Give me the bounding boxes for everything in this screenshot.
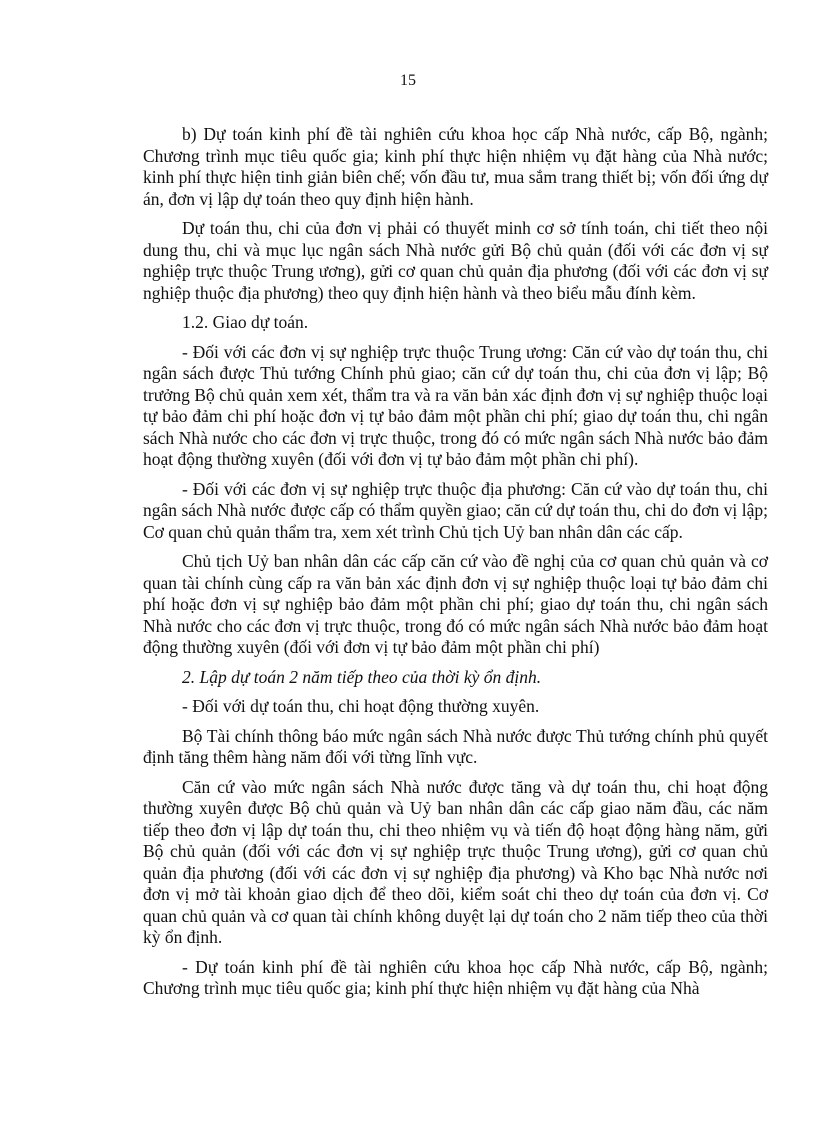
paragraph-regular-operations: - Đối với dự toán thu, chi hoạt động thường xuyên. [182, 696, 540, 716]
paragraph-budget-increase-basis: Căn cứ vào mức ngân sách Nhà nước được tăng và dự toán thu, chi hoạt động thường xuyên được Bộ chủ quản và Uỷ ban nhân dân các cấp giao năm đầu, các năm tiếp theo đơn vị lập dự toán thu, chi theo nhiệm vụ và tiến độ hoạt động hàng năm, gửi Bộ chủ quản (đối với các đơn vị sự nghiệp trực thuộc Trung ương), gửi cơ quan chủ quản địa phương (đối với các đơn vị sự nghiệp địa phương) và Kho bạc Nhà nước nơi đơn vị mở tài khoản giao dịch để theo dõi, kiểm soát chi theo dự toán của đơn vị. Cơ quan chủ quản và cơ quan tài chính không duyệt lại dự toán cho 2 năm tiếp theo của thời kỳ ổn định. [143, 776, 768, 947]
paragraph-central-units: - Đối với các đơn vị sự nghiệp trực thuộc Trung ương: Căn cứ vào dự toán thu, chi ngân sách được Thủ tướng Chính phủ giao; căn cứ dự toán thu, chi của đơn vị lập; Bộ trưởng Bộ chủ quản xem xét, thẩm tra và ra văn bản xác định đơn vị sự nghiệp thuộc loại tự bảo đảm chi phí hoặc đơn vị tự bảo đảm một phần chi phí; giao dự toán thu, chi ngân sách Nhà nước cho các đơn vị trực thuộc, trong đó có mức ngân sách Nhà nước bảo đảm hoạt động thường xuyên (đối với đơn vị tự bảo đảm một phần chi phí). [143, 341, 768, 469]
section-heading-two-year-estimate: 2. Lập dự toán 2 năm tiếp theo của thời kỳ ổn định. [182, 666, 542, 687]
paragraph-research-budget-continued: - Dự toán kinh phí đề tài nghiên cứu khoa học cấp Nhà nước, cấp Bộ, ngành; Chương trình mục tiêu quốc gia; kinh phí thực hiện nhiệm vụ đặt hàng của Nhà [143, 956, 768, 998]
paragraph-local-units: - Đối với các đơn vị sự nghiệp trực thuộc địa phương: Căn cứ vào dự toán thu, chi ngân sách Nhà nước được cấp có thẩm quyền giao; căn cứ dự toán thu, chi do đơn vị lập; Cơ quan chủ quản thẩm tra, xem xét trình Chủ tịch Uỷ ban nhân dân các cấp. [143, 478, 768, 542]
paragraph-peoples-committee-chairman: Chủ tịch Uỷ ban nhân dân các cấp căn cứ vào đề nghị của cơ quan chủ quản và cơ quan tài chính cùng cấp ra văn bản xác định đơn vị sự nghiệp thuộc loại tự bảo đảm chi phí hoặc đơn vị sự nghiệp bảo đảm một phần chi phí; giao dự toán thu, chi ngân sách Nhà nước cho các đơn vị trực thuộc, trong đó có mức ngân sách Nhà nước bảo đảm hoạt động thường xuyên (đối với đơn vị tự bảo đảm một phần chi phí) [143, 551, 768, 657]
section-heading-assign-estimate: 1.2. Giao dự toán. [182, 312, 309, 332]
paragraph-ministry-of-finance-notice: Bộ Tài chính thông báo mức ngân sách Nhà nước được Thủ tướng chính phủ quyết định tăng thêm hàng năm đối với từng lĩnh vực. [143, 725, 768, 767]
paragraph-revenue-expenditure-explanation: Dự toán thu, chi của đơn vị phải có thuyết minh cơ sở tính toán, chi tiết theo nội dung thu, chi và mục lục ngân sách Nhà nước gửi Bộ chủ quản (đối với các đơn vị sự nghiệp trực thuộc Trung ương), gửi cơ quan chủ quản địa phương (đối với các đơn vị sự nghiệp thuộc địa phương) theo quy định hiện hành và theo biểu mẫu đính kèm. [143, 218, 768, 303]
page-number: 15 [400, 72, 416, 89]
document-body [143, 124, 768, 1008]
paragraph-budget-estimate-research: b) Dự toán kinh phí đề tài nghiên cứu khoa học cấp Nhà nước, cấp Bộ, ngành; Chương trình mục tiêu quốc gia; kinh phí thực hiện nhiệm vụ đặt hàng của Nhà nước; kinh phí thực hiện tinh giản biên chế; vốn đầu tư, mua sắm trang thiết bị; vốn đối ứng dự án, đơn vị lập dự toán theo quy định hiện hành. [143, 124, 768, 209]
